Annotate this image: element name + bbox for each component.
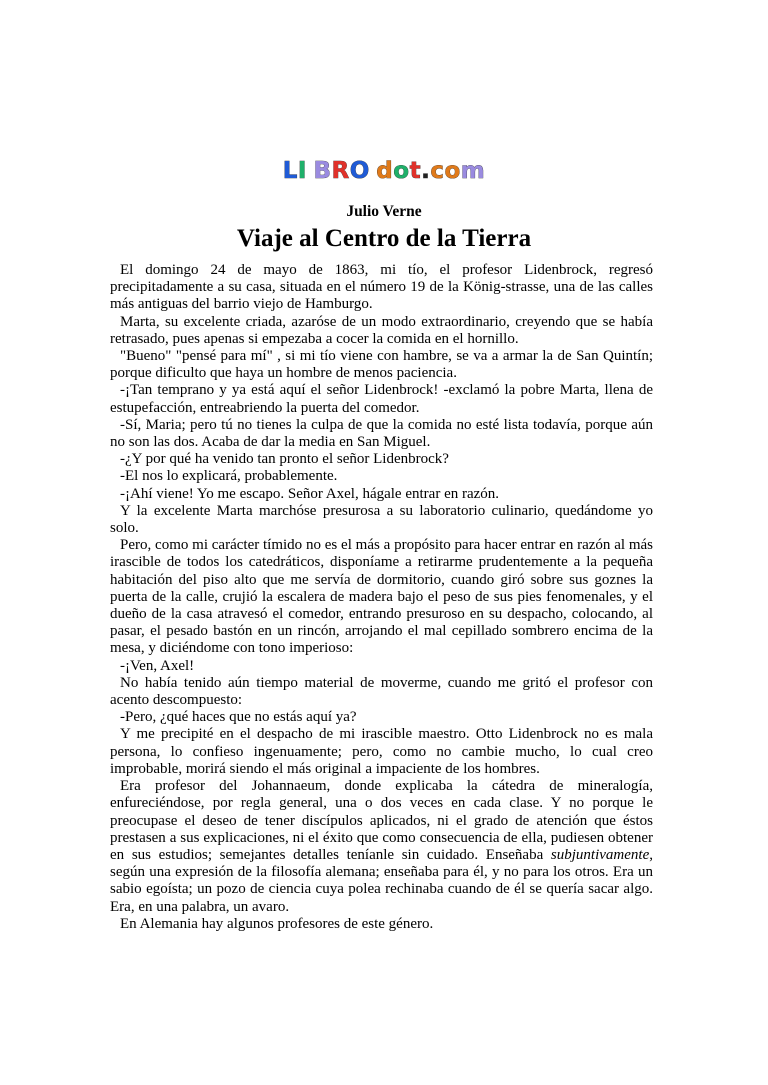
paragraph: Y la excelente Marta marchóse presurosa a su laboratorio culinario, quedándome yo solo. <box>110 502 653 537</box>
logo-letter: . <box>421 158 431 184</box>
logo-letter: m <box>460 158 486 184</box>
italic-word: subjuntivamente <box>550 846 650 863</box>
paragraph: Y me precipité en el despacho de mi irascible maestro. Otto Lidenbrock no es mala persona, lo confieso ingenuamente; pero, como no cambie mucho, lo cual creo improbable, morirá siendo el más original a impaciente de los hombres. <box>110 726 653 777</box>
body-text <box>110 262 653 933</box>
logo-letter: d <box>376 158 394 184</box>
paragraph: "Bueno" "pensé para mí" , si mi tío viene con hambre, se va a armar la de San Quintín; porque dificulto que haya un hombre de menos paciencia. <box>110 348 653 382</box>
paragraph: En Alemania hay algunos profesores de este género. <box>120 915 434 932</box>
paragraph-text: Era profesor del Johannaeum, donde explicaba la cátedra de mineralogía, enfureciéndose, por regla general, una o dos veces en cada clase. Y no porque le preocupase el deseo de tener discípulos aplicados, ni el grado de atención que éstos prestasen a sus explicaciones, ni el éxito que como consecuencia de ella, pudiesen obtener en sus estudios; semejantes detalles teníanle sin cuidado. Enseñaba <box>110 778 653 863</box>
paragraph: -Sí, Maria; pero tú no tienes la culpa de que la comida no esté lista todavía, porque aún no son las dos. Acaba de dar la media en San Miguel. <box>110 416 653 451</box>
logo-letter: I <box>297 158 307 184</box>
librodot-logo <box>0 156 768 186</box>
logo-letter: o <box>444 158 461 184</box>
logo-letter: O <box>349 158 370 184</box>
paragraph: -¡Ven, Axel! <box>120 657 195 674</box>
paragraph: Pero, como mi carácter tímido no es el más a propósito para hacer entrar en razón al más irascible de todos los catedráticos, disponíame a retirarme prudentemente a la pequeña habitación del piso alto que me servía de dormitorio, cuando giró sobre sus goznes la puerta de la calle, crujió la escalera de madera bajo el peso de sus pies fenomenales, y el dueño de la casa atravesó el comedor, entrando presuroso en su despacho, colocando, al pasar, el pesado bastón en un rincón, arrojando el mal cepillado sombrero encima de la mesa, y diciéndome con tono imperioso: <box>110 537 653 657</box>
paragraph: El domingo 24 de mayo de 1863, mi tío, el profesor Lidenbrock, regresó precipitadamente a su casa, situada en el número 19 de la König-strasse, una de las calles más antiguas del barrio viejo de Hamburgo. <box>110 262 653 313</box>
logo-letter: L <box>282 158 298 184</box>
paragraph: -El nos lo explicará, probablemente. <box>120 468 338 485</box>
paragraph: -¡Tan temprano y ya está aquí el señor Lidenbrock! -exclamó la pobre Marta, llena de estupefacción, entreabriendo la puerta del comedor. <box>110 382 653 416</box>
logo-letter: B <box>313 158 332 184</box>
book-title: Viaje al Centro de la Tierra <box>236 225 532 252</box>
author-name: Julio Verne <box>346 203 422 220</box>
paragraph <box>110 778 653 916</box>
paragraph-text: , según una expresión de la filosofía alemana; enseñaba para él, y no para los otros. Era un sabio egoísta; un pozo de ciencia cuya polea rechinaba cuando de él se quería sacar algo. Era, en una palabra, un avaro. <box>110 846 653 915</box>
paragraph: Marta, su excelente criada, azaróse de un modo extraordinario, creyendo que se había retrasado, pues apenas si empezaba a cocer la comida en el hornillo. <box>110 313 653 347</box>
logo-letter: R <box>331 158 350 184</box>
paragraph: No había tenido aún tiempo material de moverme, cuando me gritó el profesor con acento descompuesto: <box>110 674 653 709</box>
logo-letter: o <box>393 158 410 184</box>
logo-letter: c <box>430 158 445 184</box>
paragraph: -¿Y por qué ha venido tan pronto el señor Lidenbrock? <box>120 451 449 468</box>
logo-letter: t <box>409 158 422 184</box>
paragraph: -Pero, ¿qué haces que no estás aquí ya? <box>120 709 357 726</box>
paragraph: -¡Ahí viene! Yo me escapo. Señor Axel, hágale entrar en razón. <box>120 485 500 502</box>
